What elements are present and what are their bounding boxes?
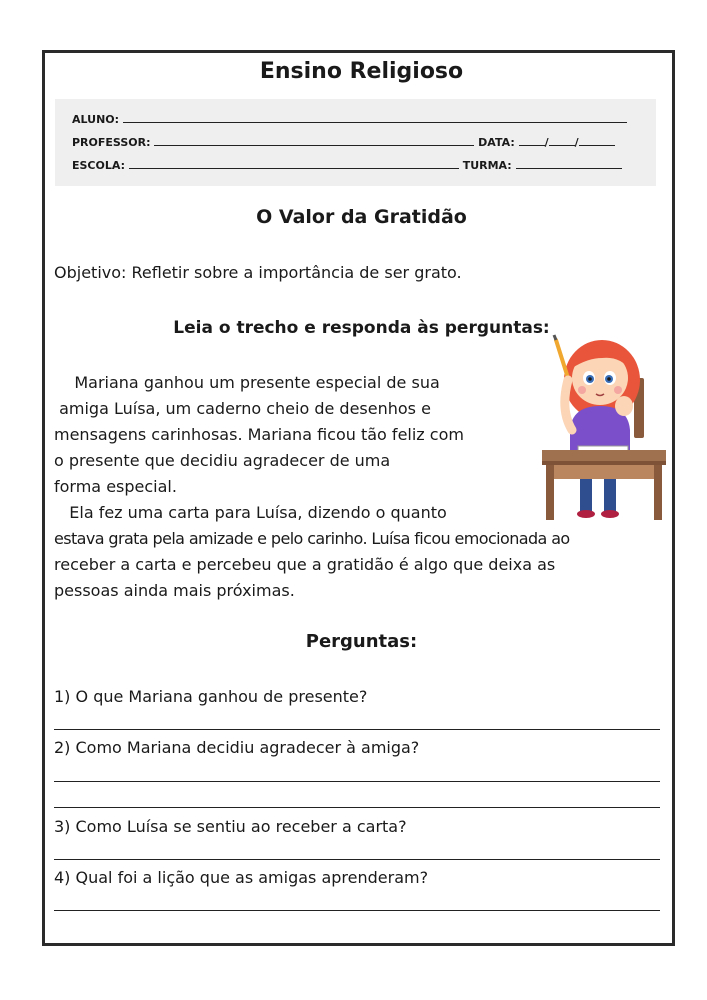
professor-row: PROFESSOR: DATA: / / xyxy=(72,135,615,149)
questions-title: Perguntas: xyxy=(305,631,418,652)
passage-line: Mariana ganhou um presente especial de sua xyxy=(54,373,440,392)
escola-field[interactable] xyxy=(129,158,459,169)
lesson-title: O Valor da Gratidão xyxy=(256,206,467,228)
data-label: DATA: xyxy=(478,136,515,149)
date-year-field[interactable] xyxy=(579,135,615,146)
question-2: 2) Como Mariana decidiu agradecer à amiga? xyxy=(54,738,420,757)
escola-label: ESCOLA: xyxy=(72,159,125,172)
passage-line: estava grata pela amizade e pelo carinho. Luísa ficou emocionada ao xyxy=(54,529,570,548)
aluno-row xyxy=(72,112,627,126)
date-month-field[interactable] xyxy=(549,135,575,146)
answer-line-1[interactable] xyxy=(54,729,660,730)
answer-line-3[interactable] xyxy=(54,859,660,860)
worksheet-frame xyxy=(42,50,675,946)
passage-line: receber a carta e percebeu que a gratidão é algo que deixa as xyxy=(54,555,556,574)
turma-field[interactable] xyxy=(516,158,622,169)
escola-row xyxy=(72,158,622,172)
question-3: 3) Como Luísa se sentiu ao receber a carta? xyxy=(54,817,407,836)
turma-label: TURMA: xyxy=(462,159,512,172)
lesson-objective: Objetivo: Refletir sobre a importância de ser grato. xyxy=(54,263,462,282)
passage-line: forma especial. xyxy=(54,477,177,496)
professor-field[interactable] xyxy=(154,135,474,146)
pencil-icon xyxy=(556,340,568,378)
student-info-box xyxy=(55,99,656,186)
reading-instruction: Leia o trecho e responda às perguntas: xyxy=(173,318,550,338)
passage-line: Ela fez uma carta para Luísa, dizendo o quanto xyxy=(54,503,447,522)
desk-icon xyxy=(542,450,666,462)
aluno-label: ALUNO: xyxy=(72,113,120,126)
question-1: 1) O que Mariana ganhou de presente? xyxy=(54,687,368,706)
answer-line-2b[interactable] xyxy=(54,807,660,808)
passage-line: pessoas ainda mais próximas. xyxy=(54,581,295,600)
girl-at-desk-illustration xyxy=(542,330,668,520)
answer-line-2a[interactable] xyxy=(54,781,660,782)
passage-line: amiga Luísa, um caderno cheio de desenhos e xyxy=(54,399,431,418)
passage-line: mensagens carinhosas. Mariana ficou tão feliz com xyxy=(54,425,464,444)
answer-line-4[interactable] xyxy=(54,910,660,911)
question-4: 4) Qual foi a lição que as amigas aprenderam? xyxy=(54,868,429,887)
professor-label: PROFESSOR: xyxy=(72,136,151,149)
worksheet-title: Ensino Religioso xyxy=(259,59,464,84)
date-day-field[interactable] xyxy=(519,135,545,146)
passage-line: o presente que decidiu agradecer de uma xyxy=(54,451,391,470)
aluno-field[interactable] xyxy=(123,112,627,123)
